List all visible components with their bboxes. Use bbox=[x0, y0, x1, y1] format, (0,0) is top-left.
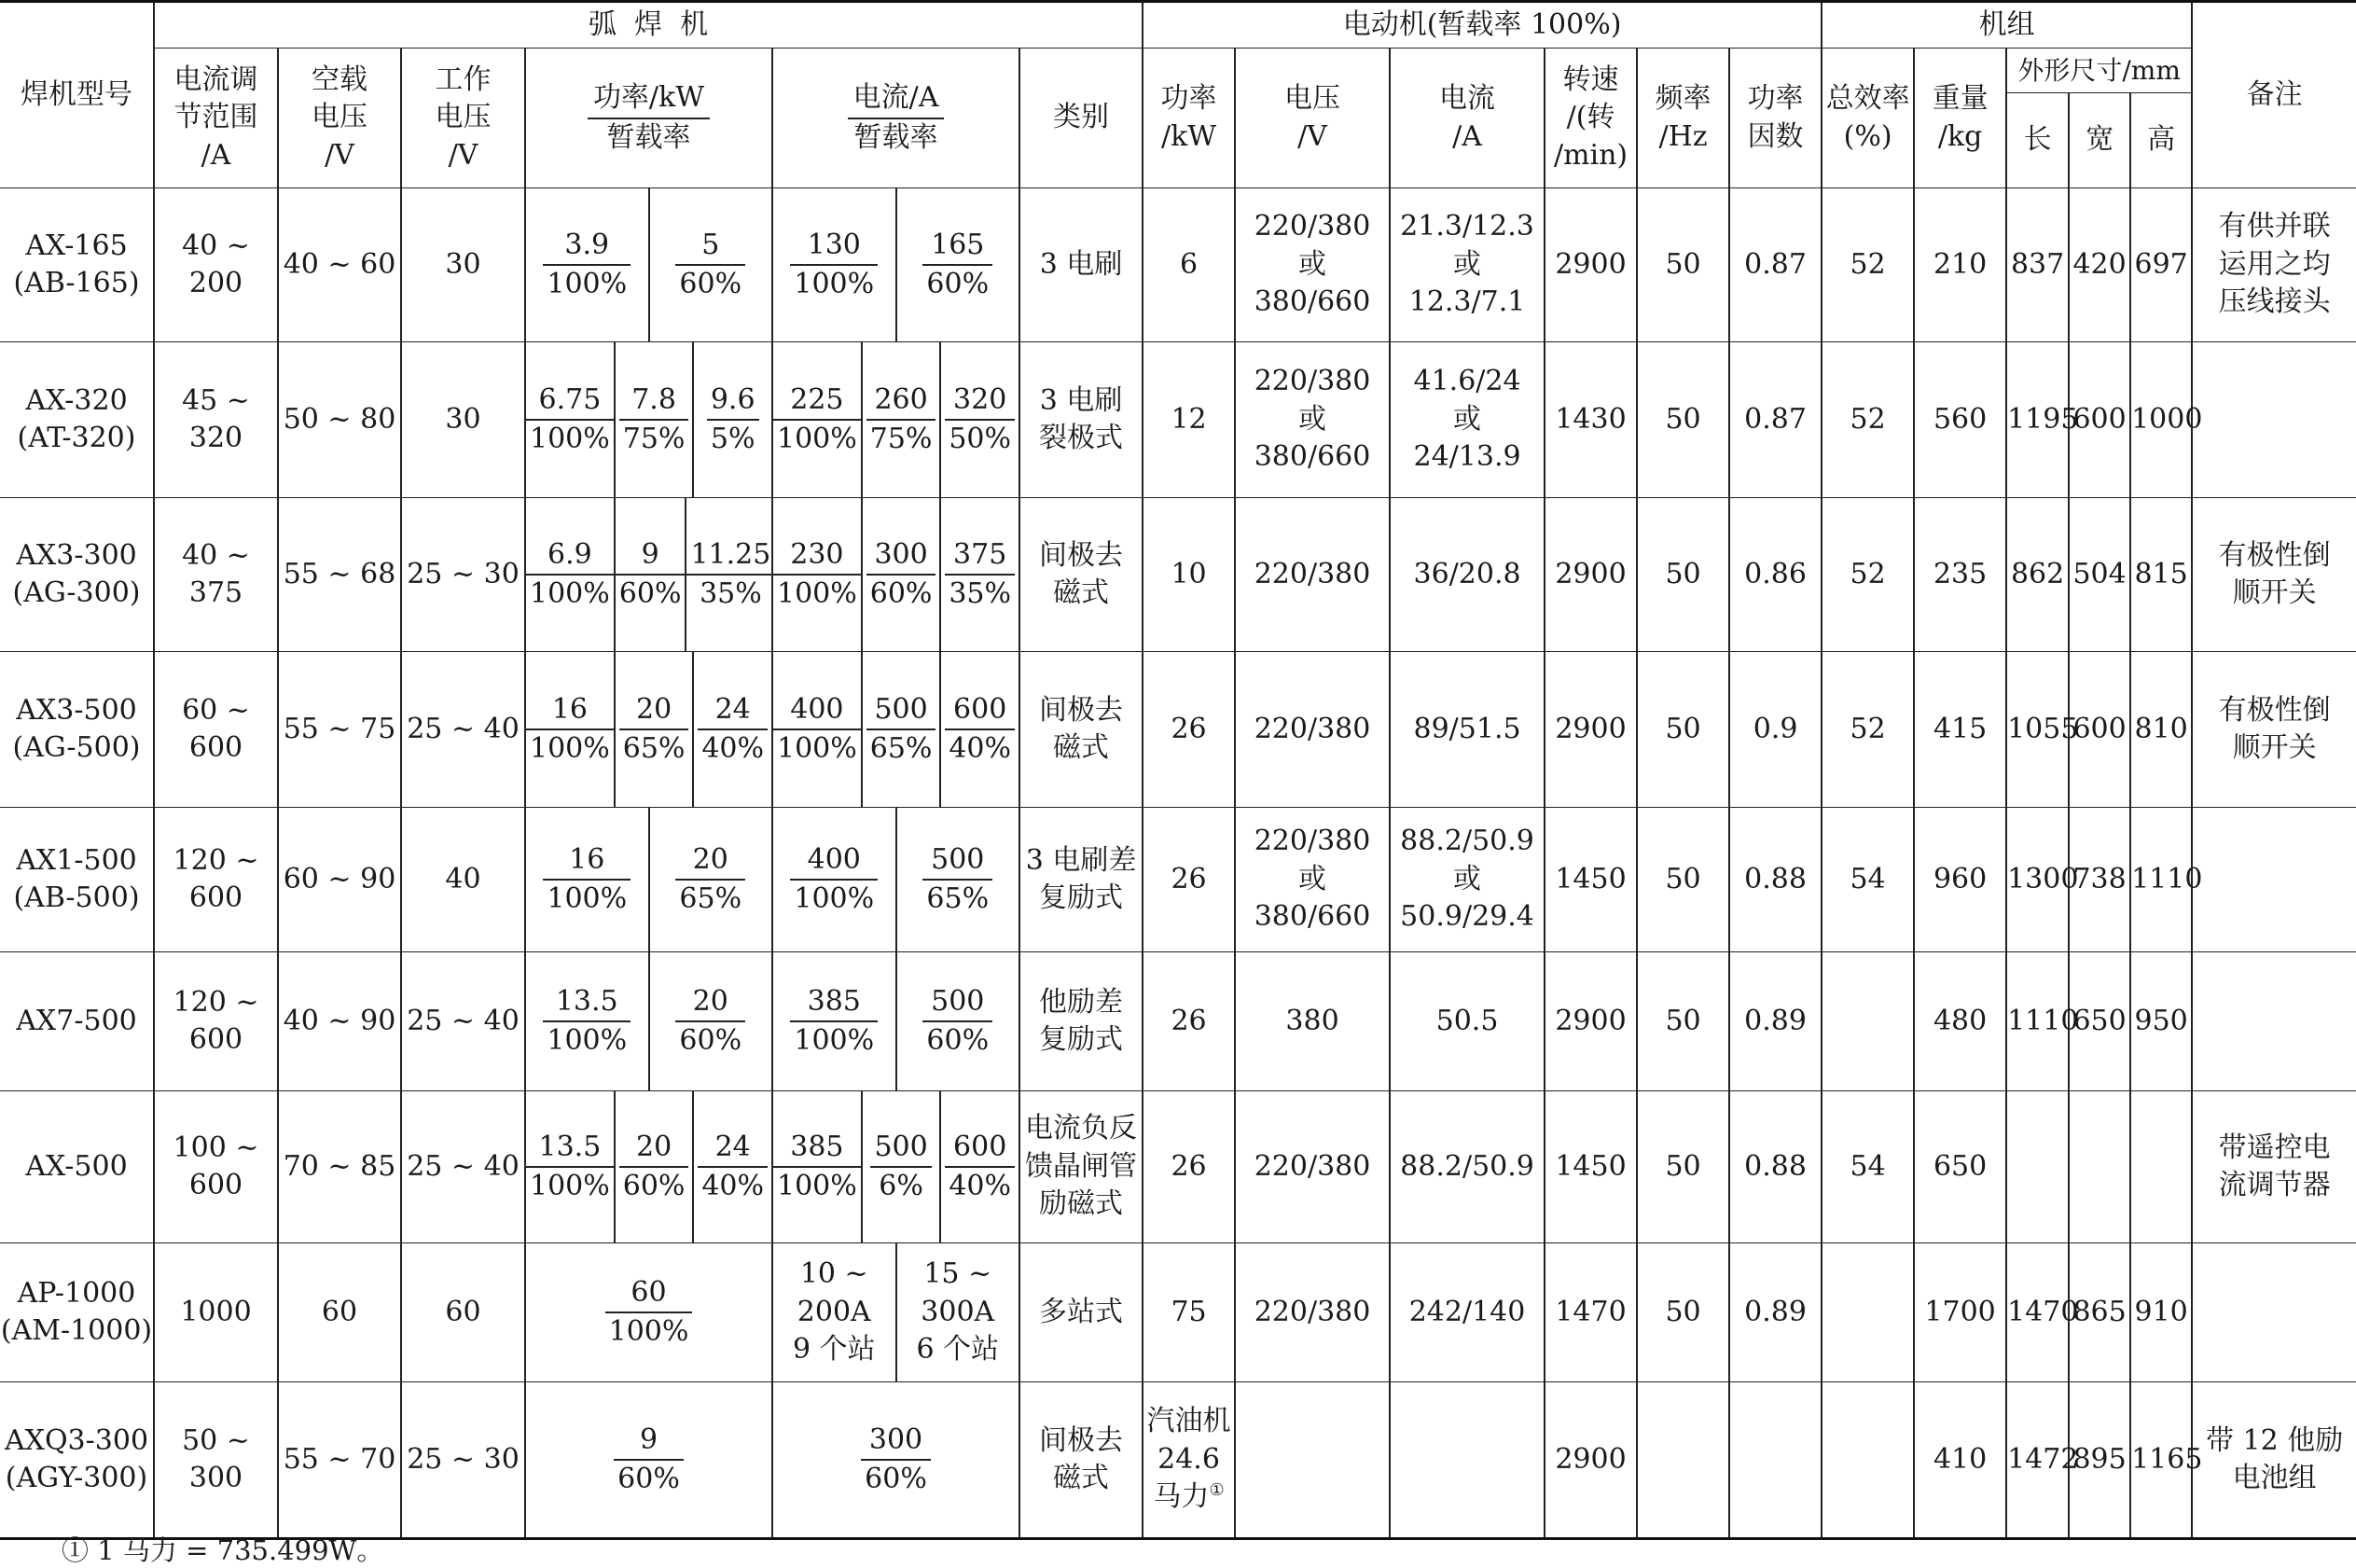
cell-length: 1110 bbox=[2006, 952, 2069, 1091]
cell-frequency: 50 bbox=[1637, 1091, 1729, 1243]
fraction: $\frac{20}{60\%}$ bbox=[675, 983, 745, 1061]
fraction: $\frac{400}{100\%}$ bbox=[773, 691, 861, 769]
cell-remark: 带 12 他励 电池组 bbox=[2192, 1382, 2356, 1539]
cell-width: 865 bbox=[2069, 1243, 2130, 1382]
cell-category: 间极去 磁式 bbox=[1019, 1382, 1143, 1539]
fraction: $\frac{9.6}{5\%}$ bbox=[707, 382, 759, 459]
cell-power-factor: 0.88 bbox=[1729, 1091, 1822, 1243]
cell-remark: 有极性倒 顺开关 bbox=[2192, 498, 2356, 652]
table-row bbox=[0, 1091, 2356, 1243]
cell-frequency: 50 bbox=[1637, 952, 1729, 1091]
cell-motor-voltage: 220/380 bbox=[1235, 1243, 1390, 1382]
cell-power-factor: 0.89 bbox=[1729, 1243, 1822, 1382]
cell-motor-current bbox=[1390, 1382, 1545, 1539]
col-motor-voltage: 电压 /V bbox=[1235, 49, 1390, 188]
cell-length: 1300 bbox=[2006, 808, 2069, 952]
fraction: $\frac{6.9}{100\%}$ bbox=[526, 536, 614, 614]
fraction: $\frac{13.5}{100\%}$ bbox=[543, 983, 631, 1061]
col-noload-voltage: 空载 电压 /V bbox=[278, 49, 401, 188]
cell-current-range: 40 ~ 375 bbox=[154, 498, 278, 652]
fraction: $\frac{9}{60\%}$ bbox=[614, 1422, 684, 1499]
cell-power-factor: 0.88 bbox=[1729, 808, 1822, 952]
cell-current-range: 120 ~ 600 bbox=[154, 952, 278, 1091]
cell-motor-voltage: 380 bbox=[1235, 952, 1390, 1091]
cell-motor-current: 89/51.5 bbox=[1390, 652, 1545, 808]
cell-noload-voltage: 55 ~ 70 bbox=[278, 1382, 401, 1539]
cell-current-a: 10 ~ 200A 9 个站 15 ~ 300A 6 个站 bbox=[772, 1243, 1019, 1382]
cell-length: 1470 bbox=[2006, 1243, 2069, 1382]
col-total-efficiency: 总效率 (%) bbox=[1822, 49, 1914, 188]
fraction: $\frac{60}{100\%}$ bbox=[605, 1274, 693, 1352]
cell-power-kw bbox=[525, 188, 772, 342]
cell-motor-power: 汽油机 24.6 马力① bbox=[1143, 1382, 1235, 1539]
cell-frequency: 50 bbox=[1637, 498, 1729, 652]
cell-motor-voltage: 220/380 bbox=[1235, 652, 1390, 808]
cell-current-range: 1000 bbox=[154, 1243, 278, 1382]
cell-power-factor: 0.87 bbox=[1729, 188, 1822, 342]
cell-length: 1195 bbox=[2006, 342, 2069, 498]
cell-weight: 415 bbox=[1914, 652, 2006, 808]
cell-motor-current: 21.3/12.3 或 12.3/7.1 bbox=[1390, 188, 1545, 342]
col-remark: 备注 bbox=[2192, 2, 2356, 188]
cell-model: AX-320 (AT-320) bbox=[0, 342, 154, 498]
col-welder-model: 焊机型号 bbox=[0, 2, 154, 188]
col-dimensions: 外形尺寸/mm bbox=[2006, 49, 2192, 93]
cell-efficiency: 52 bbox=[1822, 652, 1914, 808]
col-dim-height: 高 bbox=[2130, 93, 2192, 188]
col-speed: 转速 /(转 /min) bbox=[1545, 49, 1637, 188]
cell-motor-voltage: 220/380 bbox=[1235, 498, 1390, 652]
cell-model: AX3-500 (AG-500) bbox=[0, 652, 154, 808]
cell-weight: 650 bbox=[1914, 1091, 2006, 1243]
cell-power-kw bbox=[525, 952, 772, 1091]
fraction: $\frac{400}{100\%}$ bbox=[790, 841, 878, 919]
cell-efficiency: 52 bbox=[1822, 188, 1914, 342]
cell-noload-voltage: 55 ~ 68 bbox=[278, 498, 401, 652]
fraction: $\frac{130}{100\%}$ bbox=[790, 227, 878, 304]
cell-efficiency: 54 bbox=[1822, 1091, 1914, 1243]
fraction: $\frac{20}{65\%}$ bbox=[675, 841, 745, 919]
col-current-range: 电流调 节范围 /A bbox=[154, 49, 278, 188]
cell-remark bbox=[2192, 342, 2356, 498]
cell-power-factor: 0.87 bbox=[1729, 342, 1822, 498]
cell-width bbox=[2069, 1091, 2130, 1243]
table-row bbox=[0, 498, 2356, 652]
cell-motor-power: 75 bbox=[1143, 1243, 1235, 1382]
cell-motor-power: 12 bbox=[1143, 342, 1235, 498]
table-row bbox=[0, 342, 2356, 498]
cell-current-a bbox=[772, 1091, 1019, 1243]
col-current-a: 电流/A 暂载率 bbox=[772, 49, 1019, 188]
cell-frequency: 50 bbox=[1637, 1243, 1729, 1382]
cell-frequency bbox=[1637, 1382, 1729, 1539]
cell-width: 504 bbox=[2069, 498, 2130, 652]
cell-height: 910 bbox=[2130, 1243, 2192, 1382]
fraction: $\frac{24}{40\%}$ bbox=[698, 691, 768, 769]
cell-work-voltage: 25 ~ 40 bbox=[401, 652, 525, 808]
fraction: $\frac{385}{100\%}$ bbox=[773, 1129, 861, 1206]
fraction: $\frac{300}{60\%}$ bbox=[866, 536, 936, 614]
cell-work-voltage: 30 bbox=[401, 188, 525, 342]
cell-speed: 2900 bbox=[1545, 1382, 1637, 1539]
cell-power-kw bbox=[525, 1091, 772, 1243]
col-dim-length: 长 bbox=[2006, 93, 2069, 188]
cell-frequency: 50 bbox=[1637, 652, 1729, 808]
cell-length: 1472 bbox=[2006, 1382, 2069, 1539]
col-dim-width: 宽 bbox=[2069, 93, 2130, 188]
cell-motor-current: 242/140 bbox=[1390, 1243, 1545, 1382]
cell-motor-power: 26 bbox=[1143, 652, 1235, 808]
cell-frequency: 50 bbox=[1637, 188, 1729, 342]
fraction: $\frac{375}{35\%}$ bbox=[945, 536, 1015, 614]
cell-remark: 有极性倒 顺开关 bbox=[2192, 652, 2356, 808]
cell-category: 多站式 bbox=[1019, 1243, 1143, 1382]
cell-speed: 1430 bbox=[1545, 342, 1637, 498]
cell-model: AX-500 bbox=[0, 1091, 154, 1243]
cell-motor-current: 50.5 bbox=[1390, 952, 1545, 1091]
cell-current-a bbox=[772, 1382, 1019, 1539]
fraction: $\frac{24}{40\%}$ bbox=[698, 1129, 768, 1206]
cell-height: 950 bbox=[2130, 952, 2192, 1091]
fraction: $\frac{385}{100\%}$ bbox=[790, 983, 878, 1061]
cell-weight: 960 bbox=[1914, 808, 2006, 952]
group-motor: 电动机(暂载率 100%) bbox=[1143, 2, 1822, 49]
col-weight: 重量 /kg bbox=[1914, 49, 2006, 188]
cell-noload-voltage: 50 ~ 80 bbox=[278, 342, 401, 498]
cell-current-range: 50 ~ 300 bbox=[154, 1382, 278, 1539]
cell-model: AXQ3-300 (AGY-300) bbox=[0, 1382, 154, 1539]
col-work-voltage: 工作 电压 /V bbox=[401, 49, 525, 188]
cell-work-voltage: 25 ~ 30 bbox=[401, 1382, 525, 1539]
cell-motor-voltage: 220/380 或 380/660 bbox=[1235, 808, 1390, 952]
fraction: $\frac{165}{60\%}$ bbox=[922, 227, 992, 304]
cell-width: 600 bbox=[2069, 652, 2130, 808]
cell-height: 697 bbox=[2130, 188, 2192, 342]
cell-category: 他励差 复励式 bbox=[1019, 952, 1143, 1091]
fraction: $\frac{5}{60\%}$ bbox=[675, 227, 745, 304]
fraction: $\frac{16}{100\%}$ bbox=[543, 841, 631, 919]
cell-category: 电流负反 馈晶闸管 励磁式 bbox=[1019, 1091, 1143, 1243]
fraction: $\frac{225}{100\%}$ bbox=[773, 382, 861, 459]
cell-work-voltage: 40 bbox=[401, 808, 525, 952]
cell-efficiency: 52 bbox=[1822, 498, 1914, 652]
cell-current-a bbox=[772, 342, 1019, 498]
cell-current-a bbox=[772, 652, 1019, 808]
cell-model: AX7-500 bbox=[0, 952, 154, 1091]
fraction: $\frac{20}{60\%}$ bbox=[619, 1129, 689, 1206]
cell-motor-power: 10 bbox=[1143, 498, 1235, 652]
cell-motor-current: 88.2/50.9 bbox=[1390, 1091, 1545, 1243]
cell-width: 420 bbox=[2069, 188, 2130, 342]
cell-efficiency bbox=[1822, 952, 1914, 1091]
cell-current-range: 40 ~ 200 bbox=[154, 188, 278, 342]
col-category: 类别 bbox=[1019, 49, 1143, 188]
cell-efficiency: 52 bbox=[1822, 342, 1914, 498]
table-row bbox=[0, 808, 2356, 952]
cell-current-a bbox=[772, 952, 1019, 1091]
cell-weight: 480 bbox=[1914, 952, 2006, 1091]
cell-current-range: 100 ~ 600 bbox=[154, 1091, 278, 1243]
cell-width: 650 bbox=[2069, 952, 2130, 1091]
cell-category: 3 电刷 裂极式 bbox=[1019, 342, 1143, 498]
table-row bbox=[0, 188, 2356, 342]
cell-motor-power: 26 bbox=[1143, 808, 1235, 952]
cell-power-kw bbox=[525, 1243, 772, 1382]
cell-efficiency: 54 bbox=[1822, 808, 1914, 952]
cell-motor-voltage: 220/380 或 380/660 bbox=[1235, 342, 1390, 498]
cell-remark bbox=[2192, 1243, 2356, 1382]
fraction: $\frac{500}{60\%}$ bbox=[922, 983, 992, 1061]
cell-height: 1165 bbox=[2130, 1382, 2192, 1539]
cell-current-range: 45 ~ 320 bbox=[154, 342, 278, 498]
fraction: $\frac{500}{65\%}$ bbox=[866, 691, 936, 769]
cell-height: 815 bbox=[2130, 498, 2192, 652]
cell-power-factor: 0.9 bbox=[1729, 652, 1822, 808]
cell-power-factor: 0.89 bbox=[1729, 952, 1822, 1091]
cell-length: 862 bbox=[2006, 498, 2069, 652]
cell-speed: 2900 bbox=[1545, 652, 1637, 808]
cell-work-voltage: 25 ~ 30 bbox=[401, 498, 525, 652]
cell-remark bbox=[2192, 952, 2356, 1091]
cell-height: 1000 bbox=[2130, 342, 2192, 498]
group-unit: 机组 bbox=[1822, 2, 2192, 49]
cell-frequency: 50 bbox=[1637, 808, 1729, 952]
cell-efficiency bbox=[1822, 1382, 1914, 1539]
cell-model: AP-1000 (AM-1000) bbox=[0, 1243, 154, 1382]
fraction: $\frac{11.25}{35\%}$ bbox=[686, 536, 774, 614]
col-motor-power: 功率 /kW bbox=[1143, 49, 1235, 188]
col-motor-current: 电流 /A bbox=[1390, 49, 1545, 188]
cell-weight: 410 bbox=[1914, 1382, 2006, 1539]
cell-weight: 560 bbox=[1914, 342, 2006, 498]
cell-weight: 235 bbox=[1914, 498, 2006, 652]
cell-noload-voltage: 55 ~ 75 bbox=[278, 652, 401, 808]
fraction: $\frac{230}{100\%}$ bbox=[773, 536, 861, 614]
cell-model: AX-165 (AB-165) bbox=[0, 188, 154, 342]
group-arc-welder: 弧 焊 机 bbox=[154, 2, 1143, 49]
cell-speed: 2900 bbox=[1545, 952, 1637, 1091]
cell-speed: 1470 bbox=[1545, 1243, 1637, 1382]
table-row bbox=[0, 1382, 2356, 1539]
col-frequency: 频率 /Hz bbox=[1637, 49, 1729, 188]
col-power-factor: 功率 因数 bbox=[1729, 49, 1822, 188]
cell-noload-voltage: 70 ~ 85 bbox=[278, 1091, 401, 1243]
cell-noload-voltage: 40 ~ 60 bbox=[278, 188, 401, 342]
cell-height bbox=[2130, 1091, 2192, 1243]
fraction: $\frac{600}{40\%}$ bbox=[945, 1129, 1015, 1206]
cell-model: AX3-300 (AG-300) bbox=[0, 498, 154, 652]
cell-noload-voltage: 40 ~ 90 bbox=[278, 952, 401, 1091]
table-body bbox=[0, 188, 2356, 1539]
fraction: $\frac{9}{60\%}$ bbox=[616, 536, 686, 614]
cell-motor-current: 36/20.8 bbox=[1390, 498, 1545, 652]
cell-speed: 1450 bbox=[1545, 1091, 1637, 1243]
cell-width: 895 bbox=[2069, 1382, 2130, 1539]
cell-weight: 210 bbox=[1914, 188, 2006, 342]
cell-model: AX1-500 (AB-500) bbox=[0, 808, 154, 952]
fraction: $\frac{260}{75\%}$ bbox=[866, 382, 936, 459]
cell-noload-voltage: 60 bbox=[278, 1243, 401, 1382]
fraction: $\frac{320}{50\%}$ bbox=[945, 382, 1015, 459]
cell-motor-current: 41.6/24 或 24/13.9 bbox=[1390, 342, 1545, 498]
fraction: $\frac{500}{6\%}$ bbox=[870, 1129, 931, 1206]
table-row bbox=[0, 1243, 2356, 1382]
cell-noload-voltage: 60 ~ 90 bbox=[278, 808, 401, 952]
cell-category: 间极去 磁式 bbox=[1019, 652, 1143, 808]
cell-motor-power: 6 bbox=[1143, 188, 1235, 342]
cell-work-voltage: 30 bbox=[401, 342, 525, 498]
cell-speed: 1450 bbox=[1545, 808, 1637, 952]
cell-length: 1055 bbox=[2006, 652, 2069, 808]
cell-remark: 带遥控电 流调节器 bbox=[2192, 1091, 2356, 1243]
cell-speed: 2900 bbox=[1545, 498, 1637, 652]
cell-motor-power: 26 bbox=[1143, 952, 1235, 1091]
cell-motor-power: 26 bbox=[1143, 1091, 1235, 1243]
fraction: $\frac{16}{100\%}$ bbox=[526, 691, 614, 769]
cell-motor-current: 88.2/50.9 或 50.9/29.4 bbox=[1390, 808, 1545, 952]
cell-category: 间极去 磁式 bbox=[1019, 498, 1143, 652]
fraction: $\frac{20}{65\%}$ bbox=[619, 691, 689, 769]
footnote-marker: ① bbox=[1209, 1480, 1225, 1501]
table-row bbox=[0, 652, 2356, 808]
cell-weight: 1700 bbox=[1914, 1243, 2006, 1382]
cell-power-factor bbox=[1729, 1382, 1822, 1539]
cell-length bbox=[2006, 1091, 2069, 1243]
cell-work-voltage: 25 ~ 40 bbox=[401, 952, 525, 1091]
fraction: $\frac{3.9}{100\%}$ bbox=[543, 227, 631, 304]
cell-efficiency bbox=[1822, 1243, 1914, 1382]
cell-category: 3 电刷差 复励式 bbox=[1019, 808, 1143, 952]
cell-power-kw bbox=[525, 1382, 772, 1539]
cell-current-a bbox=[772, 808, 1019, 952]
cell-remark bbox=[2192, 808, 2356, 952]
cell-category: 3 电刷 bbox=[1019, 188, 1143, 342]
cell-power-kw bbox=[525, 808, 772, 952]
cell-height: 1110 bbox=[2130, 808, 2192, 952]
cell-length: 837 bbox=[2006, 188, 2069, 342]
col-power-kw: 功率/kW 暂载率 bbox=[525, 49, 772, 188]
cell-current-a bbox=[772, 188, 1019, 342]
footnote: ① 1 马力 = 735.499W。 bbox=[62, 1534, 384, 1566]
cell-power-factor: 0.86 bbox=[1729, 498, 1822, 652]
cell-power-kw bbox=[525, 342, 772, 498]
cell-speed: 2900 bbox=[1545, 188, 1637, 342]
fraction: $\frac{600}{40\%}$ bbox=[945, 691, 1015, 769]
cell-remark: 有供并联 运用之均 压线接头 bbox=[2192, 188, 2356, 342]
cell-work-voltage: 60 bbox=[401, 1243, 525, 1382]
cell-current-range: 60 ~ 600 bbox=[154, 652, 278, 808]
cell-power-kw bbox=[525, 498, 772, 652]
fraction: $\frac{7.8}{75\%}$ bbox=[619, 382, 689, 459]
cell-height: 810 bbox=[2130, 652, 2192, 808]
cell-motor-voltage: 220/380 bbox=[1235, 1091, 1390, 1243]
cell-current-a bbox=[772, 498, 1019, 652]
fraction: $\frac{13.5}{100\%}$ bbox=[526, 1129, 614, 1206]
cell-frequency: 50 bbox=[1637, 342, 1729, 498]
fraction: $\frac{500}{65\%}$ bbox=[922, 841, 992, 919]
fraction: $\frac{6.75}{100\%}$ bbox=[526, 382, 614, 459]
cell-power-kw bbox=[525, 652, 772, 808]
table-row bbox=[0, 952, 2356, 1091]
cell-work-voltage: 25 ~ 40 bbox=[401, 1091, 525, 1243]
cell-current-range: 120 ~ 600 bbox=[154, 808, 278, 952]
cell-width: 600 bbox=[2069, 342, 2130, 498]
cell-motor-voltage: 220/380 或 380/660 bbox=[1235, 188, 1390, 342]
cell-width: 738 bbox=[2069, 808, 2130, 952]
fraction: $\frac{300}{60\%}$ bbox=[861, 1422, 931, 1499]
cell-motor-voltage bbox=[1235, 1382, 1390, 1539]
